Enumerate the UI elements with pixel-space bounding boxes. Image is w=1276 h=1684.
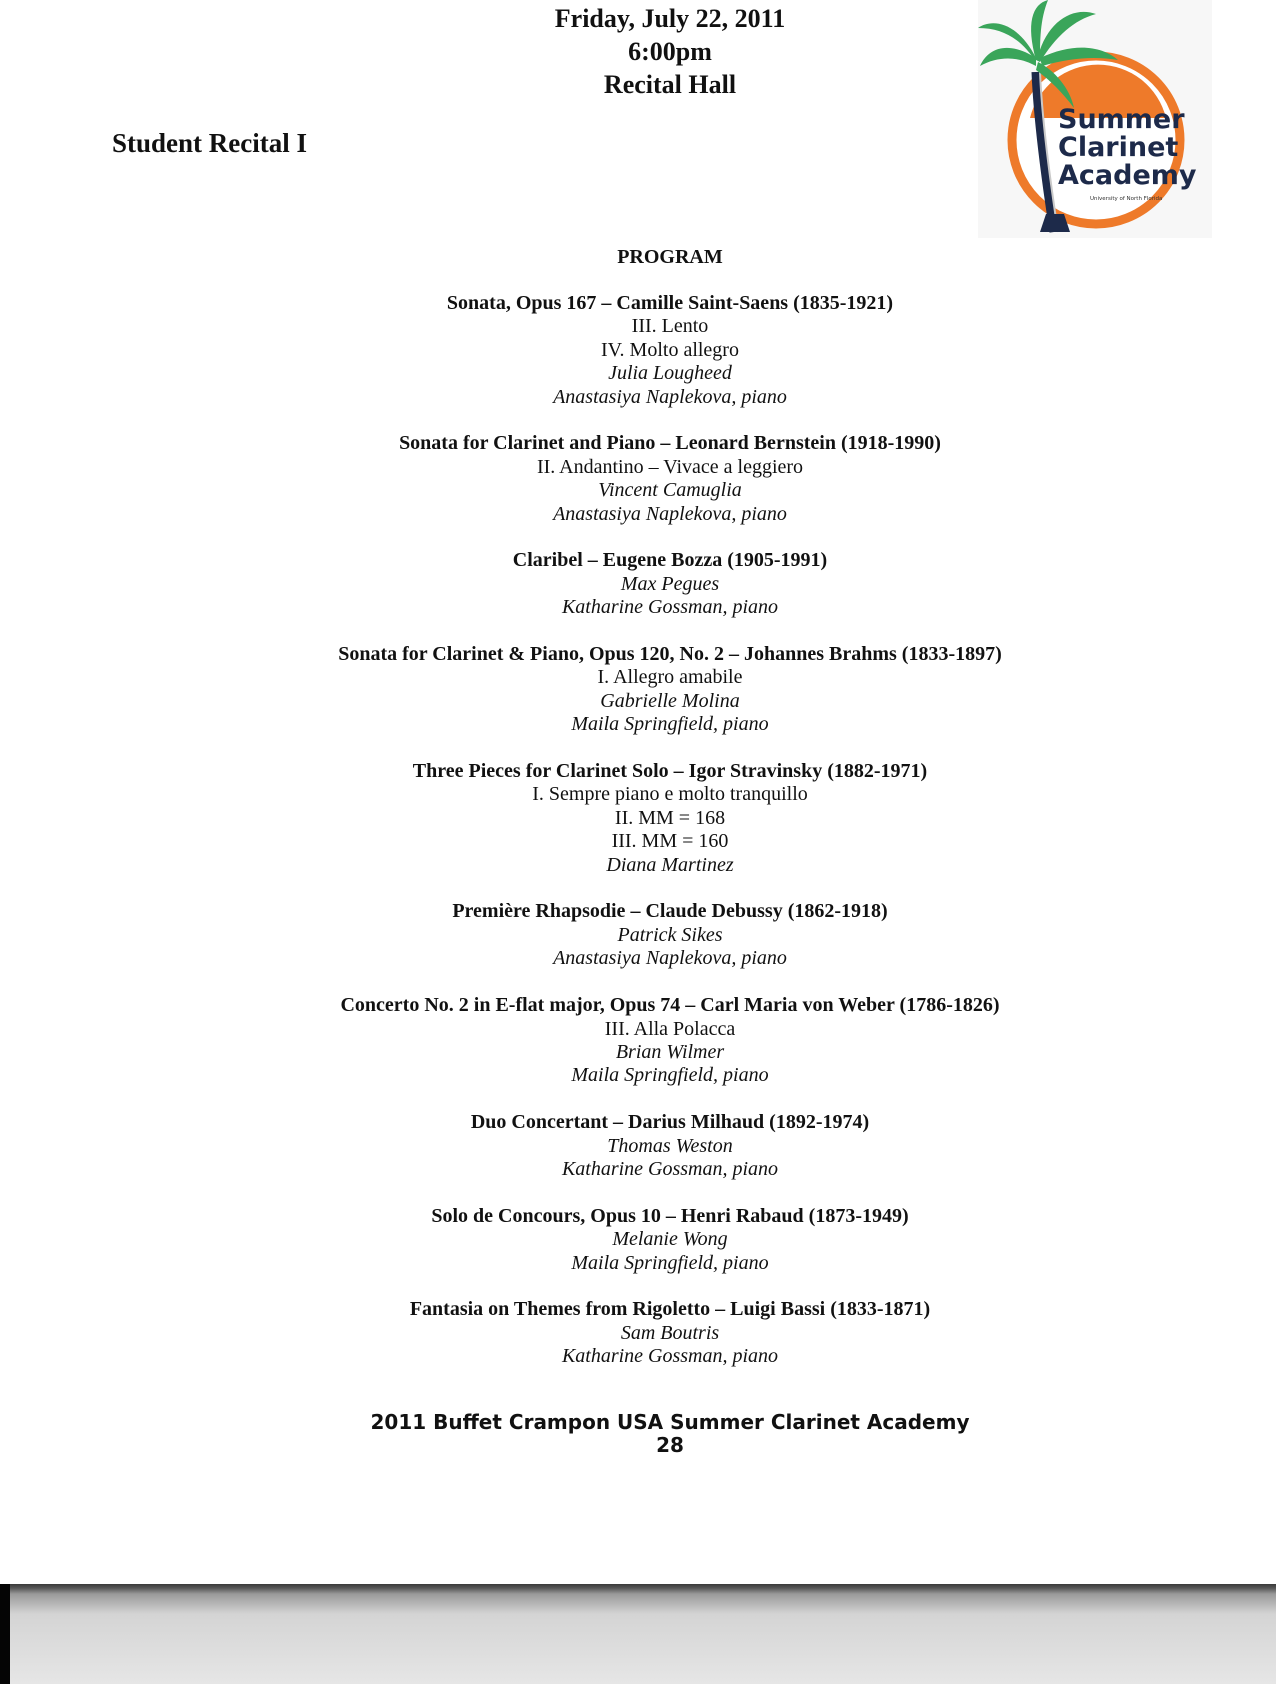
event-date: Friday, July 22, 2011	[554, 4, 786, 33]
accompanist-name: Maila Springfield, piano	[571, 1064, 769, 1087]
piece-title: Sonata for Clarinet & Piano, Opus 120, No. 2 – Johannes Brahms (1833-1897)	[338, 643, 1002, 666]
program-item	[0, 900, 1276, 970]
accompanist-name: Katharine Gossman, piano	[561, 1157, 779, 1180]
program-list	[0, 292, 1276, 1392]
performer-name: Patrick Sikes	[617, 923, 723, 946]
accompanist-name: Maila Springfield, piano	[571, 1251, 769, 1274]
logo-text-line3: Academy	[1058, 160, 1197, 191]
piece-movement: III. Lento	[631, 315, 709, 338]
performer-name: Vincent Camuglia	[598, 479, 742, 502]
accompanist-name: Katharine Gossman, piano	[561, 1345, 779, 1368]
scan-edge-corner	[0, 1584, 10, 1684]
performer-name: Thomas Weston	[607, 1134, 733, 1157]
piece-title: Sonata for Clarinet and Piano – Leonard Bernstein (1918-1990)	[399, 432, 941, 455]
summer-clarinet-academy-logo	[978, 0, 1212, 238]
piece-title: Solo de Concours, Opus 10 – Henri Rabaud (1873-1949)	[431, 1204, 909, 1227]
piece-title: Première Rhapsodie – Claude Debussy (1862-1918)	[452, 900, 888, 923]
accompanist-name: Katharine Gossman, piano	[561, 596, 779, 619]
piece-title: Three Pieces for Clarinet Solo – Igor Stravinsky (1882-1971)	[412, 760, 928, 783]
accompanist-name: Anastasiya Naplekova, piano	[553, 502, 787, 525]
accompanist-name: Anastasiya Naplekova, piano	[553, 385, 787, 408]
logo-text-line2: Clarinet	[1058, 132, 1179, 163]
page-number: 28	[656, 1433, 684, 1457]
piece-movement: I. Allegro amabile	[597, 666, 743, 689]
piece-title: Duo Concertant – Darius Milhaud (1892-1974)	[470, 1111, 870, 1134]
piece-title: Claribel – Eugene Bozza (1905-1991)	[512, 549, 828, 572]
piece-title: Fantasia on Themes from Rigoletto – Luigi Bassi (1833-1871)	[409, 1298, 931, 1321]
accompanist-name: Anastasiya Naplekova, piano	[553, 947, 787, 970]
performer-name: Max Pegues	[620, 572, 720, 595]
piece-movement: III. MM = 160	[611, 830, 729, 853]
piece-movement: II. MM = 168	[614, 806, 726, 829]
event-time: 6:00pm	[628, 37, 712, 66]
program-item	[0, 292, 1276, 409]
program-item	[0, 432, 1276, 526]
logo-text-line1: Summer	[1058, 104, 1185, 135]
program-item	[0, 1111, 1276, 1181]
performer-name: Sam Boutris	[620, 1321, 720, 1344]
recital-title: Student Recital I	[112, 128, 307, 158]
piece-movement: I. Sempre piano e molto tranquillo	[532, 783, 808, 806]
piece-title: Sonata, Opus 167 – Camille Saint-Saens (1835-1921)	[446, 292, 894, 314]
event-venue: Recital Hall	[603, 70, 737, 99]
piece-title: Concerto No. 2 in E-flat major, Opus 74 – Carl Maria von Weber (1786-1826)	[340, 994, 1000, 1017]
piece-movement: IV. Molto allegro	[601, 338, 739, 361]
performer-name: Diana Martinez	[606, 853, 734, 876]
footer-text: 2011 Buffet Crampon USA Summer Clarinet Academy	[370, 1410, 970, 1434]
accompanist-name: Maila Springfield, piano	[571, 713, 769, 736]
event-header	[430, 2, 910, 101]
program-item	[0, 760, 1276, 877]
piece-movement: II. Andantino – Vivace a leggiero	[536, 455, 804, 478]
program-item	[0, 994, 1276, 1088]
piece-movement: III. Alla Polacca	[604, 1017, 736, 1040]
program-item	[0, 643, 1276, 737]
program-item	[0, 1205, 1276, 1275]
performer-name: Brian Wilmer	[615, 1040, 725, 1063]
program-item	[0, 549, 1276, 619]
performer-name: Gabrielle Molina	[600, 689, 740, 712]
program-item	[0, 1298, 1276, 1368]
program-heading: PROGRAM	[617, 246, 723, 268]
scan-edge-shadow	[0, 1584, 1276, 1684]
performer-name: Julia Lougheed	[608, 362, 732, 385]
logo-subtitle: University of North Florida	[1090, 196, 1163, 202]
performer-name: Melanie Wong	[612, 1228, 728, 1251]
page-footer	[0, 1411, 1276, 1457]
